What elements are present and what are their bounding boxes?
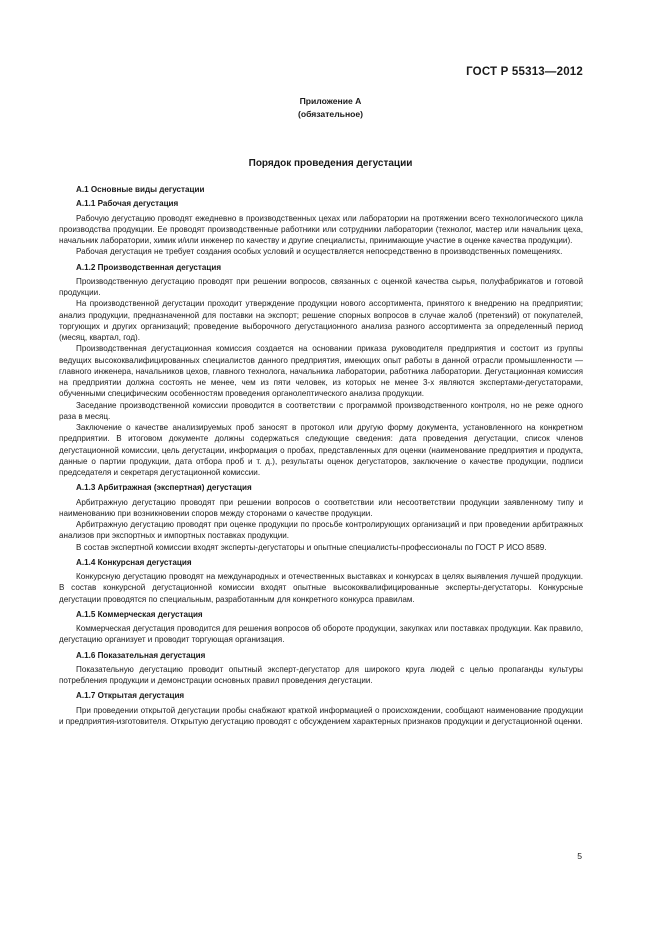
paragraph: В состав экспертной комиссии входят эксперты-дегустаторы и опытные специалисты-профессионалы по ГОСТ Р ИСО 8589. [76,542,547,552]
annex-header [0,95,661,121]
standard-code: ГОСТ Р 55313—2012 [466,66,583,78]
annex-status: (обязательное) [297,109,364,119]
paragraph: Показательную дегустацию проводит опытный эксперт-дегустатор для широкого круга людей с целью пропаганды культуры потребления продукции и демонстрации основных правил проведения дегустации. [59,664,583,685]
paragraph: Рабочая дегустация не требует создания особых условий и осуществляется непосредственно в производственных помещениях. [76,247,563,257]
section-heading: А.1.1 Рабочая дегустация [76,199,179,209]
annex-title: Приложение А [299,96,362,106]
section-heading: А.1.6 Показательная дегустация [76,650,206,660]
document-body [59,184,583,727]
paragraph: Рабочую дегустацию проводят ежедневно в производственных цехах или лаборатории на протяжении всего технологического цикла производства продукции. Ее проводят производственные работники или сотрудники лаборатории (технолог, мастер или начальник цеха, начальник лаборатории, химик и/или инженер по качеству и другие специалисты, принимающие участие в оценке качества продукции). [59,213,583,245]
section-heading: А.1.2 Производственная дегустация [76,262,222,272]
paragraph: На производственной дегустации проходит утверждение продукции нового ассортимента, принятого к внедрению на предприятии; анализ продукции, предназначенной для поставки на экспорт; решение спорных вопросов в случае жалоб (претензий) от покупателей, торгующих и других организаций; проведение выборочного дегустационного анализа разного ассортимента за определенный период (месяц, квартал, год). [59,299,583,342]
main-title: Порядок проведения дегустации [248,158,413,169]
paragraph: Арбитражную дегустацию проводят при решении вопросов о соответствии или несоответствии продукции заявленному типу и наименованию при возникновении споров между сторонами о качестве продукции. [59,497,583,518]
paragraph: Производственная дегустационная комиссия создается на основании приказа руководителя предприятия и состоит из группы ведущих высококвалифицированных специалистов данного предприятия, имеющих опыт работы в данной отрасли промышленности — главного инженера, начальников цехов, главного технолога, начальника лаборатории, работника лаборатории. Дегустационная комиссия на предприятии должна состоять не менее, чем из пяти человек, из которых не менее 3-х являются экспертами-дегустаторами, обученными специфическим особенностям проведения органолептического анализа продукции. [59,344,583,399]
page-number: 5 [577,851,582,861]
paragraph: При проведении открытой дегустации пробы снабжают краткой информацией о происхождении, сообщают наименование продукции и предприятия-изготовителя. Открытую дегустацию проводят с обсуждением характерных признаков продукции и дегустационной оценки. [59,705,583,726]
paragraph: Коммерческая дегустация проводится для решения вопросов об обороте продукции, закупках или поставках продукции. Как правило, дегустацию организует и проводит торгующая организация. [59,624,583,645]
section-heading: А.1 Основные виды дегустации [76,185,205,194]
paragraph: Заключение о качестве анализируемых проб заносят в протокол или другую форму документа, установленного на конкретном предприятии. В итоговом документе должны содержаться следующие сведения: дата проведения дегустации, список членов дегустационной комиссии, цель дегустации, информация о пробах, представленных для оценки (наименование предприятия и продукта, данные о партии продукции, дата отбора проб и т. д.), результаты оценок дегустаторов, заключение о качестве продукции, подписи председателя и секретаря дегустационной комиссии. [59,423,583,477]
section-heading: А.1.5 Коммерческая дегустация [76,609,203,619]
section-heading: А.1.7 Открытая дегустация [76,691,185,701]
paragraph: Заседание производственной комиссии проводится в соответствии с программой производственного контроля, но не реже одного раза в месяц. [59,400,583,421]
section-heading: А.1.3 Арбитражная (экспертная) дегустация [76,483,252,493]
section-heading: А.1.4 Конкурсная дегустация [76,557,192,567]
paragraph: Конкурсную дегустацию проводят на международных и отечественных выставках и конкурсах в целях выявления лучшей продукции. В состав конкурсной дегустационной комиссии входят опытные высококвалифицированные эксперты-дегустаторы. Конкурсные дегустации проводятся по специальным, разработанным для конкретного конкурса правилам. [59,572,583,604]
paragraph: Арбитражную дегустацию проводят при оценке продукции по просьбе контролирующих организаций и при проведении арбитражных анализов при экспортных и импортных поставках продукции. [59,520,583,541]
paragraph: Производственную дегустацию проводят при решении вопросов, связанных с оценкой качества сырья, полуфабрикатов и готовой продукции. [59,276,583,297]
